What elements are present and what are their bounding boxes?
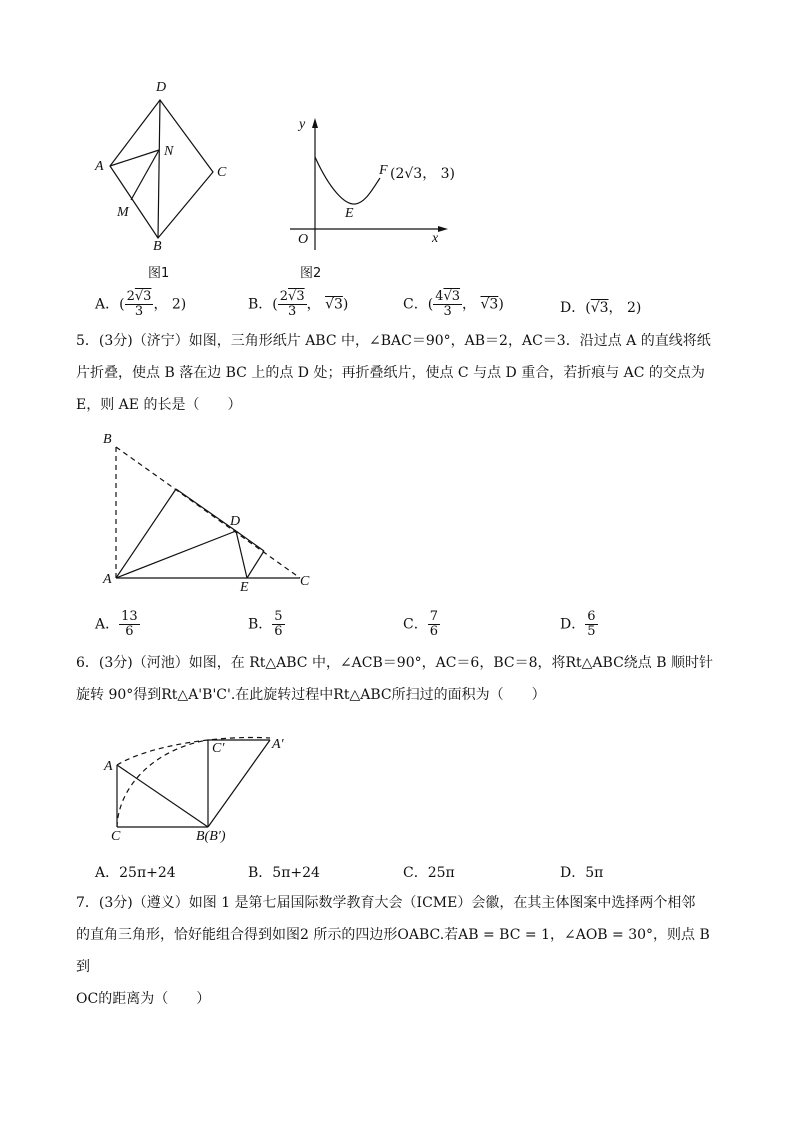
label-F: F [379, 163, 388, 178]
label-A: A [104, 759, 113, 774]
label-F-coordinate: (2√3， 3) [390, 166, 456, 182]
label-x: x [432, 231, 439, 246]
figure-1-caption: 图1 [148, 266, 170, 281]
label-A: A [95, 159, 104, 174]
label-C: C [217, 165, 227, 180]
q6-option-a: A．25π+24 [95, 865, 176, 881]
q4-option-d: D．(√3， 2) [560, 300, 642, 316]
label-C: C [300, 574, 310, 589]
label-A-prime: A′ [272, 737, 284, 752]
q4-option-b: B．( $\frac{2√3}{3}$ ， √3) [248, 289, 349, 319]
q6-option-d: D．5π [560, 865, 604, 881]
q5-option-c: C． $\frac{7}{6}$ [403, 609, 438, 639]
label-y: y [299, 117, 306, 132]
q5-option-b: B． $\frac{5}{6}$ [248, 609, 283, 639]
q5-option-a: A． $\frac{13}{6}$ [95, 609, 138, 639]
label-A: A [103, 572, 112, 587]
label-M: M [117, 205, 129, 220]
q6-option-b: B．5π+24 [248, 865, 320, 881]
label-B-Bprime: B(B′) [196, 829, 226, 844]
q7-stem: 7．(3分)（遵义）如图 1 是第七届国际数学教育大会（ICME）会徽，在其主体图案中选择两个相邻 的直角三角形，恰好能组合得到如图2 所示的四边形OABC.若AB = BC = 1，∠AOB = 30°，则点 B 到 OC的距离为（ ） [76, 895, 710, 1007]
q4-option-c: C．( $\frac{4√3}{3}$ ， √3) [403, 289, 504, 319]
label-N: N [164, 144, 174, 159]
label-B: B [153, 239, 162, 254]
q5-stem: 5．(3分)（济宁）如图，三角形纸片 ABC 中，∠BAC＝90°，AB＝2，AC＝3．沿过点 A 的直线将纸 片折叠，使点 B 落在边 BC 上的点 D 处；再折叠纸片，使点 C 与点 D 重合，若折痕与 AC 的交点为 E，则 AE 的长是（ ） [76, 333, 711, 413]
label-D: D [230, 514, 241, 529]
label-O: O [298, 232, 309, 247]
q4-option-a: A．( $\frac{2√3}{3}$ ， 2) [95, 289, 187, 319]
q5-option-d: D． $\frac{6}{5}$ [560, 609, 596, 639]
label-C: C [111, 829, 121, 844]
label-E: E [240, 580, 249, 595]
q6-option-c: C．25π [403, 865, 455, 881]
label-E: E [345, 206, 354, 221]
q6-stem: 6．(3分)（河池）如图，在 Rt△ABC 中，∠ACB＝90°，AC＝6，BC＝8，将Rt△ABC绕点 B 顺时针 旋转 90°得到Rt△A'B'C'.在此旋转过程中Rt△ABC所扫过的面积为（ ） [76, 655, 713, 703]
label-B: B [103, 432, 112, 447]
figure-2-caption: 图2 [300, 266, 322, 281]
label-D: D [156, 80, 167, 95]
label-C-prime: C′ [212, 741, 225, 756]
